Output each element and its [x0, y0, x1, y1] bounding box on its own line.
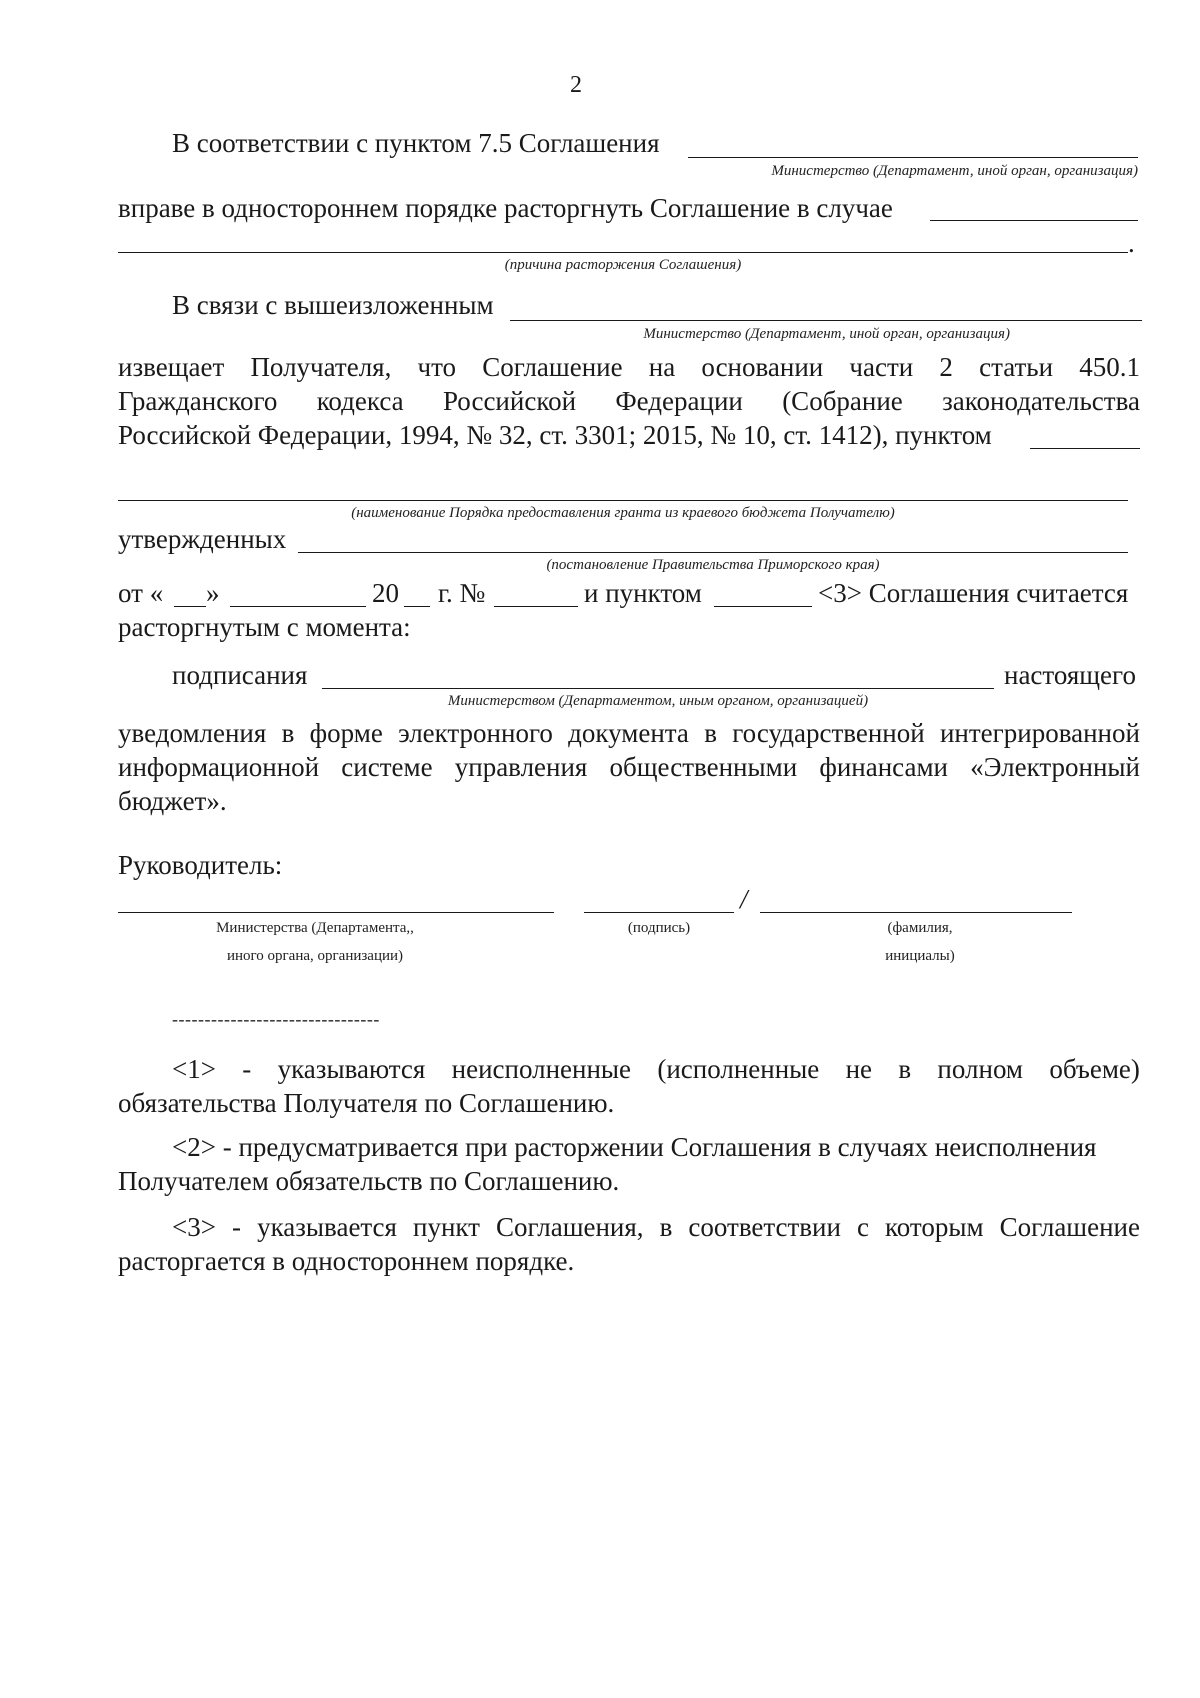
word: что — [417, 352, 457, 382]
signing-label: подписания — [172, 660, 308, 690]
ministry-caption-2: Министерство (Департамент, иной орган, организация) — [643, 326, 1010, 342]
word: общественными — [609, 752, 798, 782]
p2-line3: Российской Федерации, 1994, № 32, ст. 3301; 2015, № 10, ст. 1412), пунктом — [118, 420, 992, 450]
word: (исполненные — [657, 1054, 820, 1084]
ministry-caption-1: Министерство (Департамент, иной орган, организация) — [771, 163, 1138, 179]
word: в — [281, 718, 295, 748]
word: интегрированной — [939, 718, 1140, 748]
ministry-blank-2 — [510, 320, 1142, 321]
reason-blank-1 — [930, 220, 1138, 221]
p2-line2 — [118, 386, 1140, 416]
from-close: » — [206, 578, 220, 608]
considered-text: <3> Соглашения считается — [818, 578, 1129, 608]
word: управления — [454, 752, 588, 782]
year-blank — [404, 606, 430, 607]
present-label: настоящего — [1004, 660, 1136, 690]
word: Федерации — [615, 386, 743, 416]
word: «Электронный — [970, 752, 1140, 782]
p1-lead-text: В соответствии с пунктом 7.5 Соглашения — [172, 128, 660, 158]
word: указывается — [257, 1212, 397, 1242]
word: информационной — [118, 752, 320, 782]
word: системе — [341, 752, 433, 782]
word: которым — [885, 1212, 984, 1242]
year-prefix: 20 — [372, 578, 399, 608]
procedure-blank — [118, 500, 1128, 501]
point-blank-2 — [714, 606, 812, 607]
word: с — [857, 1212, 869, 1242]
day-blank — [174, 606, 206, 607]
word: электронного — [398, 718, 553, 748]
word: государственной — [732, 718, 925, 748]
word: соответствии — [688, 1212, 841, 1242]
word: указываются — [277, 1054, 426, 1084]
word: - — [232, 1212, 242, 1242]
p2-lead-text: В связи с вышеизложенным — [172, 290, 494, 320]
footnote-separator: -------------------------------- — [172, 1009, 380, 1029]
procedure-caption: (наименование Порядка предоставления гранта из краевого бюджета Получателю) — [351, 505, 895, 521]
signature-caption: (подпись) — [627, 920, 691, 936]
position-caption-l1: Министерства (Департамента,, — [216, 920, 414, 936]
word: Соглашение — [999, 1212, 1140, 1242]
word: Российской — [442, 386, 577, 416]
word: (Собрание — [782, 386, 903, 416]
point-blank-1 — [1030, 448, 1140, 449]
position-caption-l2: иного органа, организации) — [226, 948, 404, 964]
word: Соглашение — [482, 352, 623, 382]
word: в — [898, 1054, 912, 1084]
reason-blank-2 — [118, 252, 1128, 253]
word: 2 — [939, 352, 953, 382]
name-caption-l1: (фамилия, — [887, 920, 953, 936]
note3-line1 — [172, 1212, 1140, 1242]
word: извещает — [118, 352, 225, 382]
ministry-blank-1 — [688, 157, 1138, 158]
word: 450.1 — [1079, 352, 1140, 382]
approved-label: утвержденных — [118, 524, 287, 554]
note1-line1 — [172, 1054, 1140, 1084]
note1-line2: обязательства Получателя по Соглашению. — [118, 1088, 615, 1118]
position-blank — [118, 912, 554, 913]
reason-caption: (причина расторжения Соглашения) — [504, 257, 742, 273]
word: полном — [937, 1054, 1024, 1084]
word: <3> — [172, 1212, 216, 1242]
reason-dot: . — [1128, 228, 1135, 258]
word: Получателя, — [250, 352, 392, 382]
word: уведомления — [118, 718, 267, 748]
word: финансами — [819, 752, 948, 782]
resolution-blank — [298, 552, 1128, 553]
p3-line1 — [118, 718, 1140, 748]
word: объеме) — [1049, 1054, 1140, 1084]
word: на — [648, 352, 676, 382]
word: документа — [568, 718, 689, 748]
word: Соглашения, — [496, 1212, 644, 1242]
word: - — [242, 1054, 252, 1084]
word: в — [704, 718, 717, 748]
terminated-text: расторгнутым с момента: — [118, 612, 411, 642]
number-label: г. № — [438, 578, 486, 608]
word: неисполненные — [451, 1054, 632, 1084]
p1-line2: вправе в одностороннем порядке расторгнуть Соглашение в случае — [118, 193, 893, 223]
word: основании — [701, 352, 824, 382]
word: форме — [309, 718, 383, 748]
p3-line2 — [118, 752, 1140, 782]
ministry-blank-3 — [322, 688, 994, 689]
name-blank — [760, 912, 1072, 913]
note2-line2: Получателем обязательств по Соглашению. — [118, 1166, 620, 1196]
month-blank — [230, 606, 366, 607]
word: в — [659, 1212, 673, 1242]
ministry-caption-3: Министерством (Департаментом, иным органом, организацией) — [447, 693, 869, 709]
number-blank — [494, 606, 578, 607]
word: законодательства — [942, 386, 1140, 416]
word: Гражданского — [118, 386, 278, 416]
signature-slash: / — [740, 884, 748, 914]
word: кодекса — [316, 386, 404, 416]
note3-line2: расторгается в одностороннем порядке. — [118, 1246, 575, 1276]
head-label: Руководитель: — [118, 850, 283, 880]
word: не — [845, 1054, 873, 1084]
name-caption-l2: инициалы) — [885, 948, 955, 964]
word: статьи — [979, 352, 1054, 382]
resolution-caption: (постановление Правительства Приморского края) — [546, 557, 880, 573]
from-label: от « — [118, 578, 164, 608]
signature-blank — [584, 912, 734, 913]
note2-line1: <2> - предусматривается при расторжении Соглашения в случаях неисполнения — [172, 1132, 1097, 1162]
word: <1> — [172, 1054, 216, 1084]
and-point-label: и пунктом — [584, 578, 702, 608]
word: части — [849, 352, 914, 382]
p3-line3: бюджет». — [118, 786, 227, 816]
p2-line1 — [118, 352, 1140, 382]
word: пункт — [413, 1212, 480, 1242]
page-number: 2 — [570, 72, 582, 98]
